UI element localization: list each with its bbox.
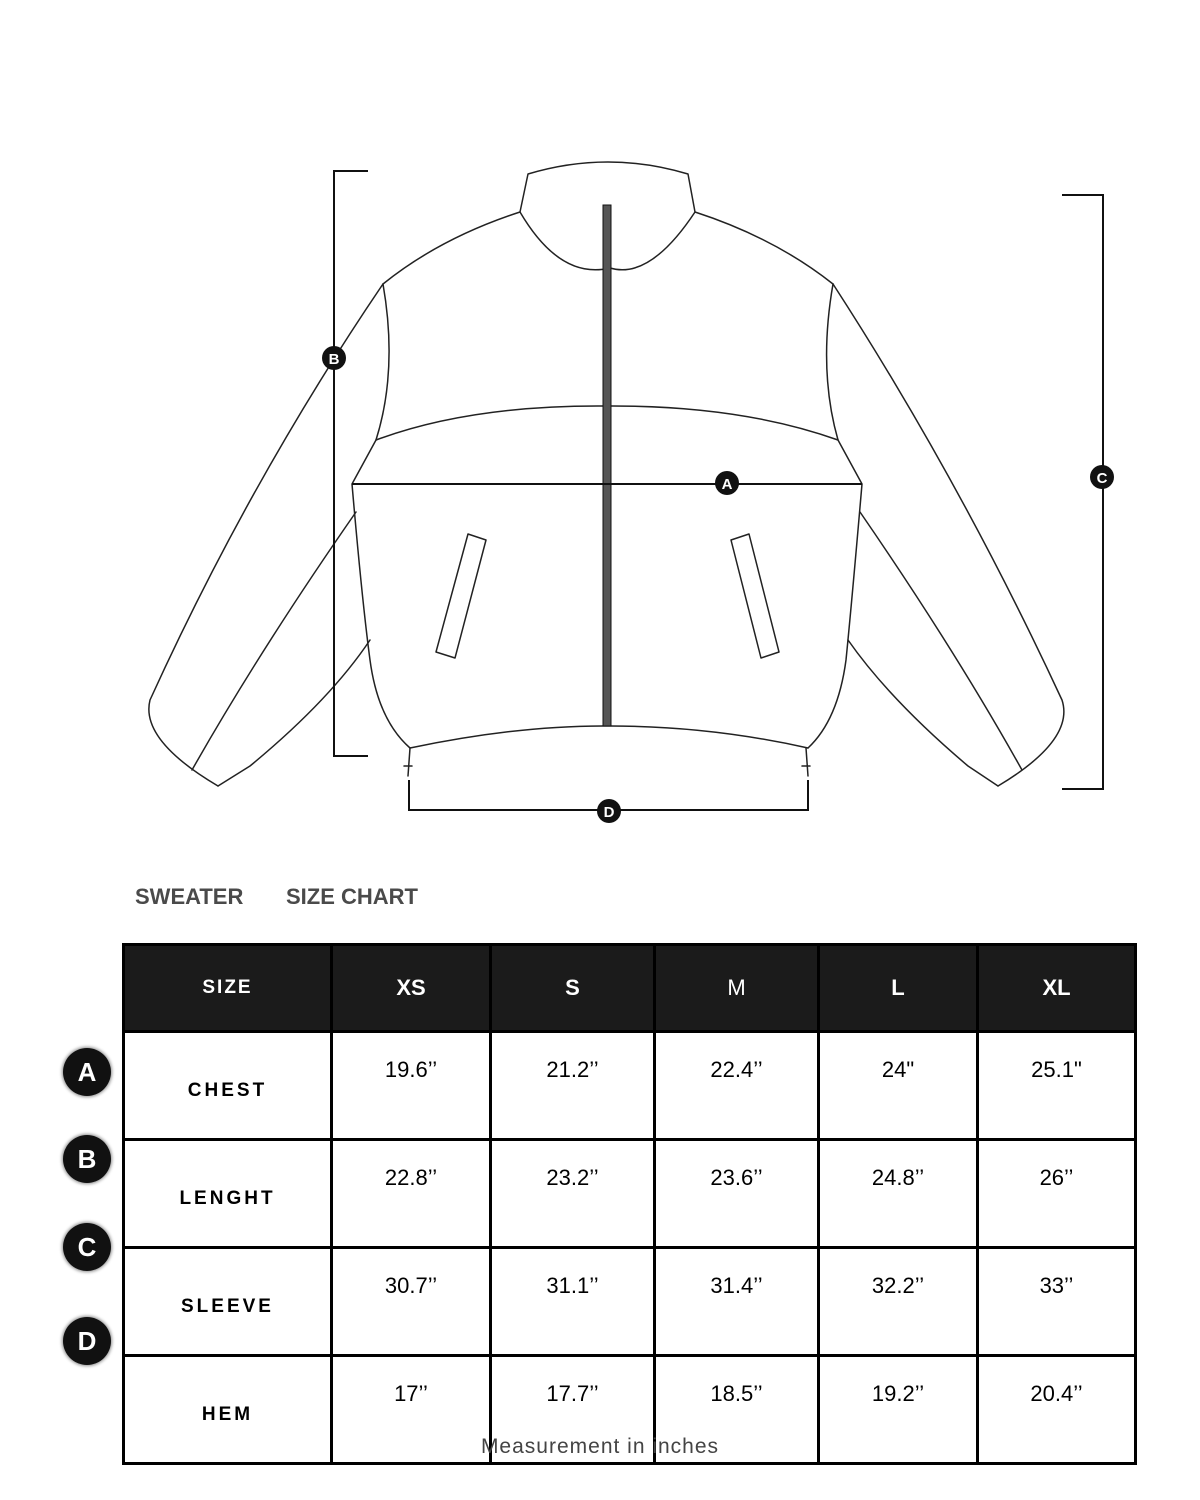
row-label: HEM — [124, 1356, 332, 1464]
right-sleeve — [833, 284, 1064, 786]
row-marker-d: D — [63, 1317, 111, 1365]
left-drawcord — [404, 748, 412, 776]
label-b-marker — [322, 346, 346, 370]
body-left-side — [352, 440, 410, 748]
table-cell: 31.4’’ — [655, 1248, 819, 1356]
hem-line — [410, 726, 808, 748]
left-sleeve — [149, 284, 383, 786]
table-cell: 17.7’’ — [491, 1356, 655, 1464]
header-size: SIZE — [124, 945, 332, 1032]
row-label: LENGHT — [124, 1140, 332, 1248]
row-marker-a: A — [63, 1048, 111, 1096]
row-label: CHEST — [124, 1032, 332, 1140]
table-cell: 22.4’’ — [655, 1032, 819, 1140]
header-s: S — [491, 945, 655, 1032]
table-row — [124, 1248, 1136, 1356]
svg-text:B: B — [328, 351, 340, 368]
table-cell: 18.5’’ — [655, 1356, 819, 1464]
table-cell: 32.2’’ — [819, 1248, 978, 1356]
product-heading: SWEATER — [135, 884, 244, 909]
right-sleeve-inner — [827, 284, 1022, 786]
right-pocket — [731, 534, 779, 658]
table-cell: 19.6’’ — [332, 1032, 491, 1140]
right-shoulder — [695, 212, 833, 284]
size-chart-heading: SIZE CHART — [286, 884, 418, 909]
table-cell: 23.2’’ — [491, 1140, 655, 1248]
table-cell: 20.4’’ — [978, 1356, 1136, 1464]
label-d-marker — [597, 799, 621, 823]
left-sleeve-inner — [192, 284, 389, 786]
table-cell: 21.2’’ — [491, 1032, 655, 1140]
row-label: SLEEVE — [124, 1248, 332, 1356]
table-row — [124, 1140, 1136, 1248]
table-row — [124, 1032, 1136, 1140]
right-drawcord — [802, 748, 810, 776]
left-shoulder — [383, 212, 520, 284]
table-cell: 19.2’’ — [819, 1356, 978, 1464]
header-xl: XL — [978, 945, 1136, 1032]
table-cell: 25.1" — [978, 1032, 1136, 1140]
measurement-footnote: Measurement in inches — [480, 1435, 720, 1458]
table-cell: 22.8’’ — [332, 1140, 491, 1248]
table-cell: 24" — [819, 1032, 978, 1140]
table-cell: 33’’ — [978, 1248, 1136, 1356]
header-m: M — [655, 945, 819, 1032]
body-right-side — [808, 440, 862, 748]
measure-line-c — [1062, 195, 1103, 789]
label-a-marker — [715, 471, 739, 495]
left-pocket — [436, 534, 486, 658]
row-marker-b: B — [63, 1135, 111, 1183]
table-cell: 31.1’’ — [491, 1248, 655, 1356]
svg-text:C: C — [1096, 470, 1108, 487]
row-marker-c: C — [63, 1223, 111, 1271]
svg-text:D: D — [603, 804, 615, 821]
table-cell: 17’’ — [332, 1356, 491, 1464]
header-l: L — [819, 945, 978, 1032]
table-cell: 26’’ — [978, 1140, 1136, 1248]
table-cell: 23.6’’ — [655, 1140, 819, 1248]
svg-text:A: A — [721, 476, 733, 493]
label-c-marker — [1090, 465, 1114, 489]
table-header-row — [124, 945, 1136, 1032]
header-xs: XS — [332, 945, 491, 1032]
size-chart-table — [122, 943, 1137, 1465]
zipper — [603, 205, 611, 726]
table-cell: 24.8’’ — [819, 1140, 978, 1248]
table-cell: 30.7’’ — [332, 1248, 491, 1356]
